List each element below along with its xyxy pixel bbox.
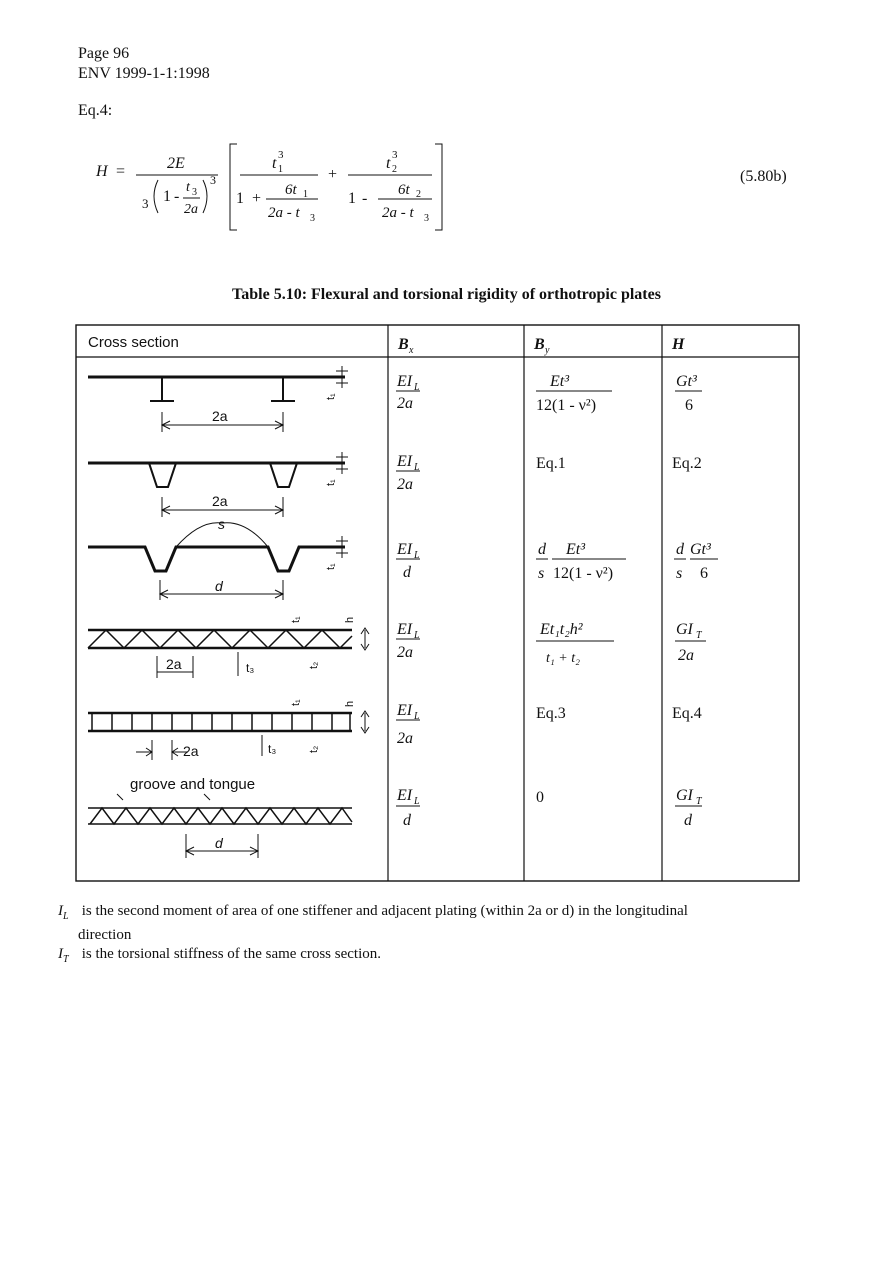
cross-section-truss-core [88,616,369,678]
svg-text:d: d [538,541,546,558]
svg-text:Gt³: Gt³ [676,373,697,390]
svg-text:12(1 - ν²): 12(1 - ν²) [553,565,614,582]
svg-text:t₃: t₃ [246,661,255,675]
eq-equals: = [116,163,126,180]
table-caption: Table 5.10: Flexural and torsional rigidity of orthotropic plates [232,286,661,303]
svg-text:2a: 2a [678,647,694,664]
eq-t1-one: 1 [236,190,244,207]
equation-number: (5.80b) [740,168,787,185]
svg-text:t₁: t₁ [325,479,337,486]
row-5-h: Eq.4 [672,705,702,722]
svg-text:L: L [414,796,420,807]
notes [58,902,838,969]
eq-t2-sub: 2 [392,164,397,175]
svg-text:Et³: Et³ [550,373,570,390]
note-il-symbol: $I_L$ [58,903,69,922]
row-3-bx [396,541,420,581]
svg-text:6: 6 [700,565,708,582]
svg-text:h: h [344,700,356,707]
svg-text:T: T [696,796,702,807]
row-4-bx [396,621,420,661]
svg-text:d: d [403,812,411,829]
svg-text:d: d [215,578,223,594]
svg-text:2a: 2a [397,395,413,412]
svg-text:2a: 2a [397,476,413,493]
svg-text:Et³: Et³ [566,541,586,558]
svg-text:t₁: t₁ [290,699,302,706]
svg-text:d: d [684,812,692,829]
eq-lhs: H [96,163,108,180]
svg-text:EI: EI [397,702,413,719]
svg-text:t₁: t₁ [325,393,337,400]
svg-text:L: L [414,382,420,393]
eq-denom-t: t [186,180,190,195]
row-2-h: Eq.2 [672,455,702,472]
standard-reference: ENV 1999-1-1:1998 [78,65,210,82]
row-4-by [536,621,614,666]
row-5-by: Eq.3 [536,705,566,722]
svg-text:s: s [538,565,545,582]
header-h: H [672,336,685,353]
note-il [58,902,838,926]
svg-text:12(1 - ν²): 12(1 - ν²) [536,397,597,414]
eq-denom-one: 1 [163,188,171,205]
eq-t1-den: 2a - t [268,205,300,221]
svg-text:t₁ + t₂: t₁ + t₂ [546,651,580,666]
cross-section-t-stiffeners [88,366,348,432]
row-2-by: Eq.1 [536,455,566,472]
eq-t2-six: 6t [398,182,410,198]
row-6-bx [396,787,420,829]
svg-text:s: s [218,516,225,532]
eq-t2-den-sub: 3 [424,213,429,224]
svg-text:2a: 2a [183,743,199,759]
eq-t2-t: t [386,155,391,172]
eq-denom-2a: 2a [184,202,198,217]
header-bx: B [398,336,409,353]
svg-text:EI: EI [397,453,413,470]
row-1-by [536,373,612,414]
svg-text:2a: 2a [212,408,228,424]
eq-t1-den-sub: 3 [310,213,315,224]
svg-text:d: d [215,835,223,851]
svg-text:EI: EI [397,373,413,390]
eq-denom-minus: - [174,188,180,205]
svg-text:GI: GI [676,787,693,804]
eq-t2-den: 2a - t [382,205,414,221]
eq-t2-six-sub: 2 [416,189,421,200]
eq-t1-op: + [252,190,262,207]
row-2-bx [396,453,420,493]
svg-text:s: s [676,565,683,582]
svg-text:groove and tongue: groove and tongue [130,776,256,793]
svg-text:t₂: t₂ [308,661,320,669]
svg-text:L: L [414,462,420,473]
svg-text:d: d [403,564,411,581]
eq-t1-six: 6t [285,182,297,198]
equation-label: Eq.4: [78,102,113,119]
row-1-bx [396,373,420,412]
note-il-text: is the second moment of area of one stiffener and adjacent plating (within 2a or d) in the longitudinal [81,903,688,919]
eq-denom-power: 3 [210,173,216,187]
eq-coef-num: 2E [167,155,185,172]
eq-t1-six-sub: 1 [303,189,308,200]
page-number: Page 96 [78,45,130,62]
header-cross-section: Cross section [88,334,179,351]
header-by: B [534,336,545,353]
svg-text:2a: 2a [397,644,413,661]
eq-t2-one: 1 [348,190,356,207]
svg-text:EI: EI [397,541,413,558]
svg-text:h: h [344,616,356,623]
row-4-h [675,621,706,664]
cross-section-groove-and-tongue [88,776,352,858]
eq-plus: + [328,166,338,183]
svg-text:2a: 2a [212,493,228,509]
row-1-h [675,373,702,414]
row-3-by [536,541,626,582]
svg-text:2a: 2a [166,656,182,672]
header-by-sub: y [545,345,550,356]
row-6-by: 0 [536,789,544,806]
svg-text:6: 6 [685,397,693,414]
row-6-h [675,787,703,829]
eq-t2-op: - [362,190,368,207]
note-it [58,945,838,969]
eq-t1-t: t [272,155,277,172]
svg-text:t₁: t₁ [290,616,302,623]
eq-t1-sub: 1 [278,164,283,175]
svg-text:d: d [676,541,684,558]
note-it-symbol: $I_T$ [58,946,69,965]
svg-text:EI: EI [397,621,413,638]
svg-text:L: L [414,550,420,561]
row-5-bx [396,702,420,747]
note-it-text: is the torsional stiffness of the same cross section. [81,946,382,962]
header-bx-sub: x [409,345,414,356]
cross-section-closed-troughs [88,516,348,600]
eq-root-index: 3 [142,196,149,211]
svg-text:t₂: t₂ [308,745,320,753]
svg-text:L: L [414,630,420,641]
svg-text:GI: GI [676,621,693,638]
row-3-h [674,541,718,582]
cross-section-trough-stiffeners [88,452,348,517]
svg-text:t₃: t₃ [268,742,277,756]
cross-section-ladder-core [88,699,369,760]
svg-text:L: L [414,711,420,722]
svg-text:2a: 2a [397,730,413,747]
svg-text:t₁: t₁ [325,563,337,570]
svg-text:T: T [696,630,702,641]
svg-text:Et₁t₂h²: Et₁t₂h² [540,621,583,638]
svg-text:EI: EI [397,787,413,804]
eq-t1-pow: 3 [278,149,284,161]
eq-t2-pow: 3 [392,149,398,161]
svg-text:Gt³: Gt³ [690,541,711,558]
note-il-continuation: direction [78,927,132,943]
eq-denom-t-sub: 3 [192,187,197,198]
